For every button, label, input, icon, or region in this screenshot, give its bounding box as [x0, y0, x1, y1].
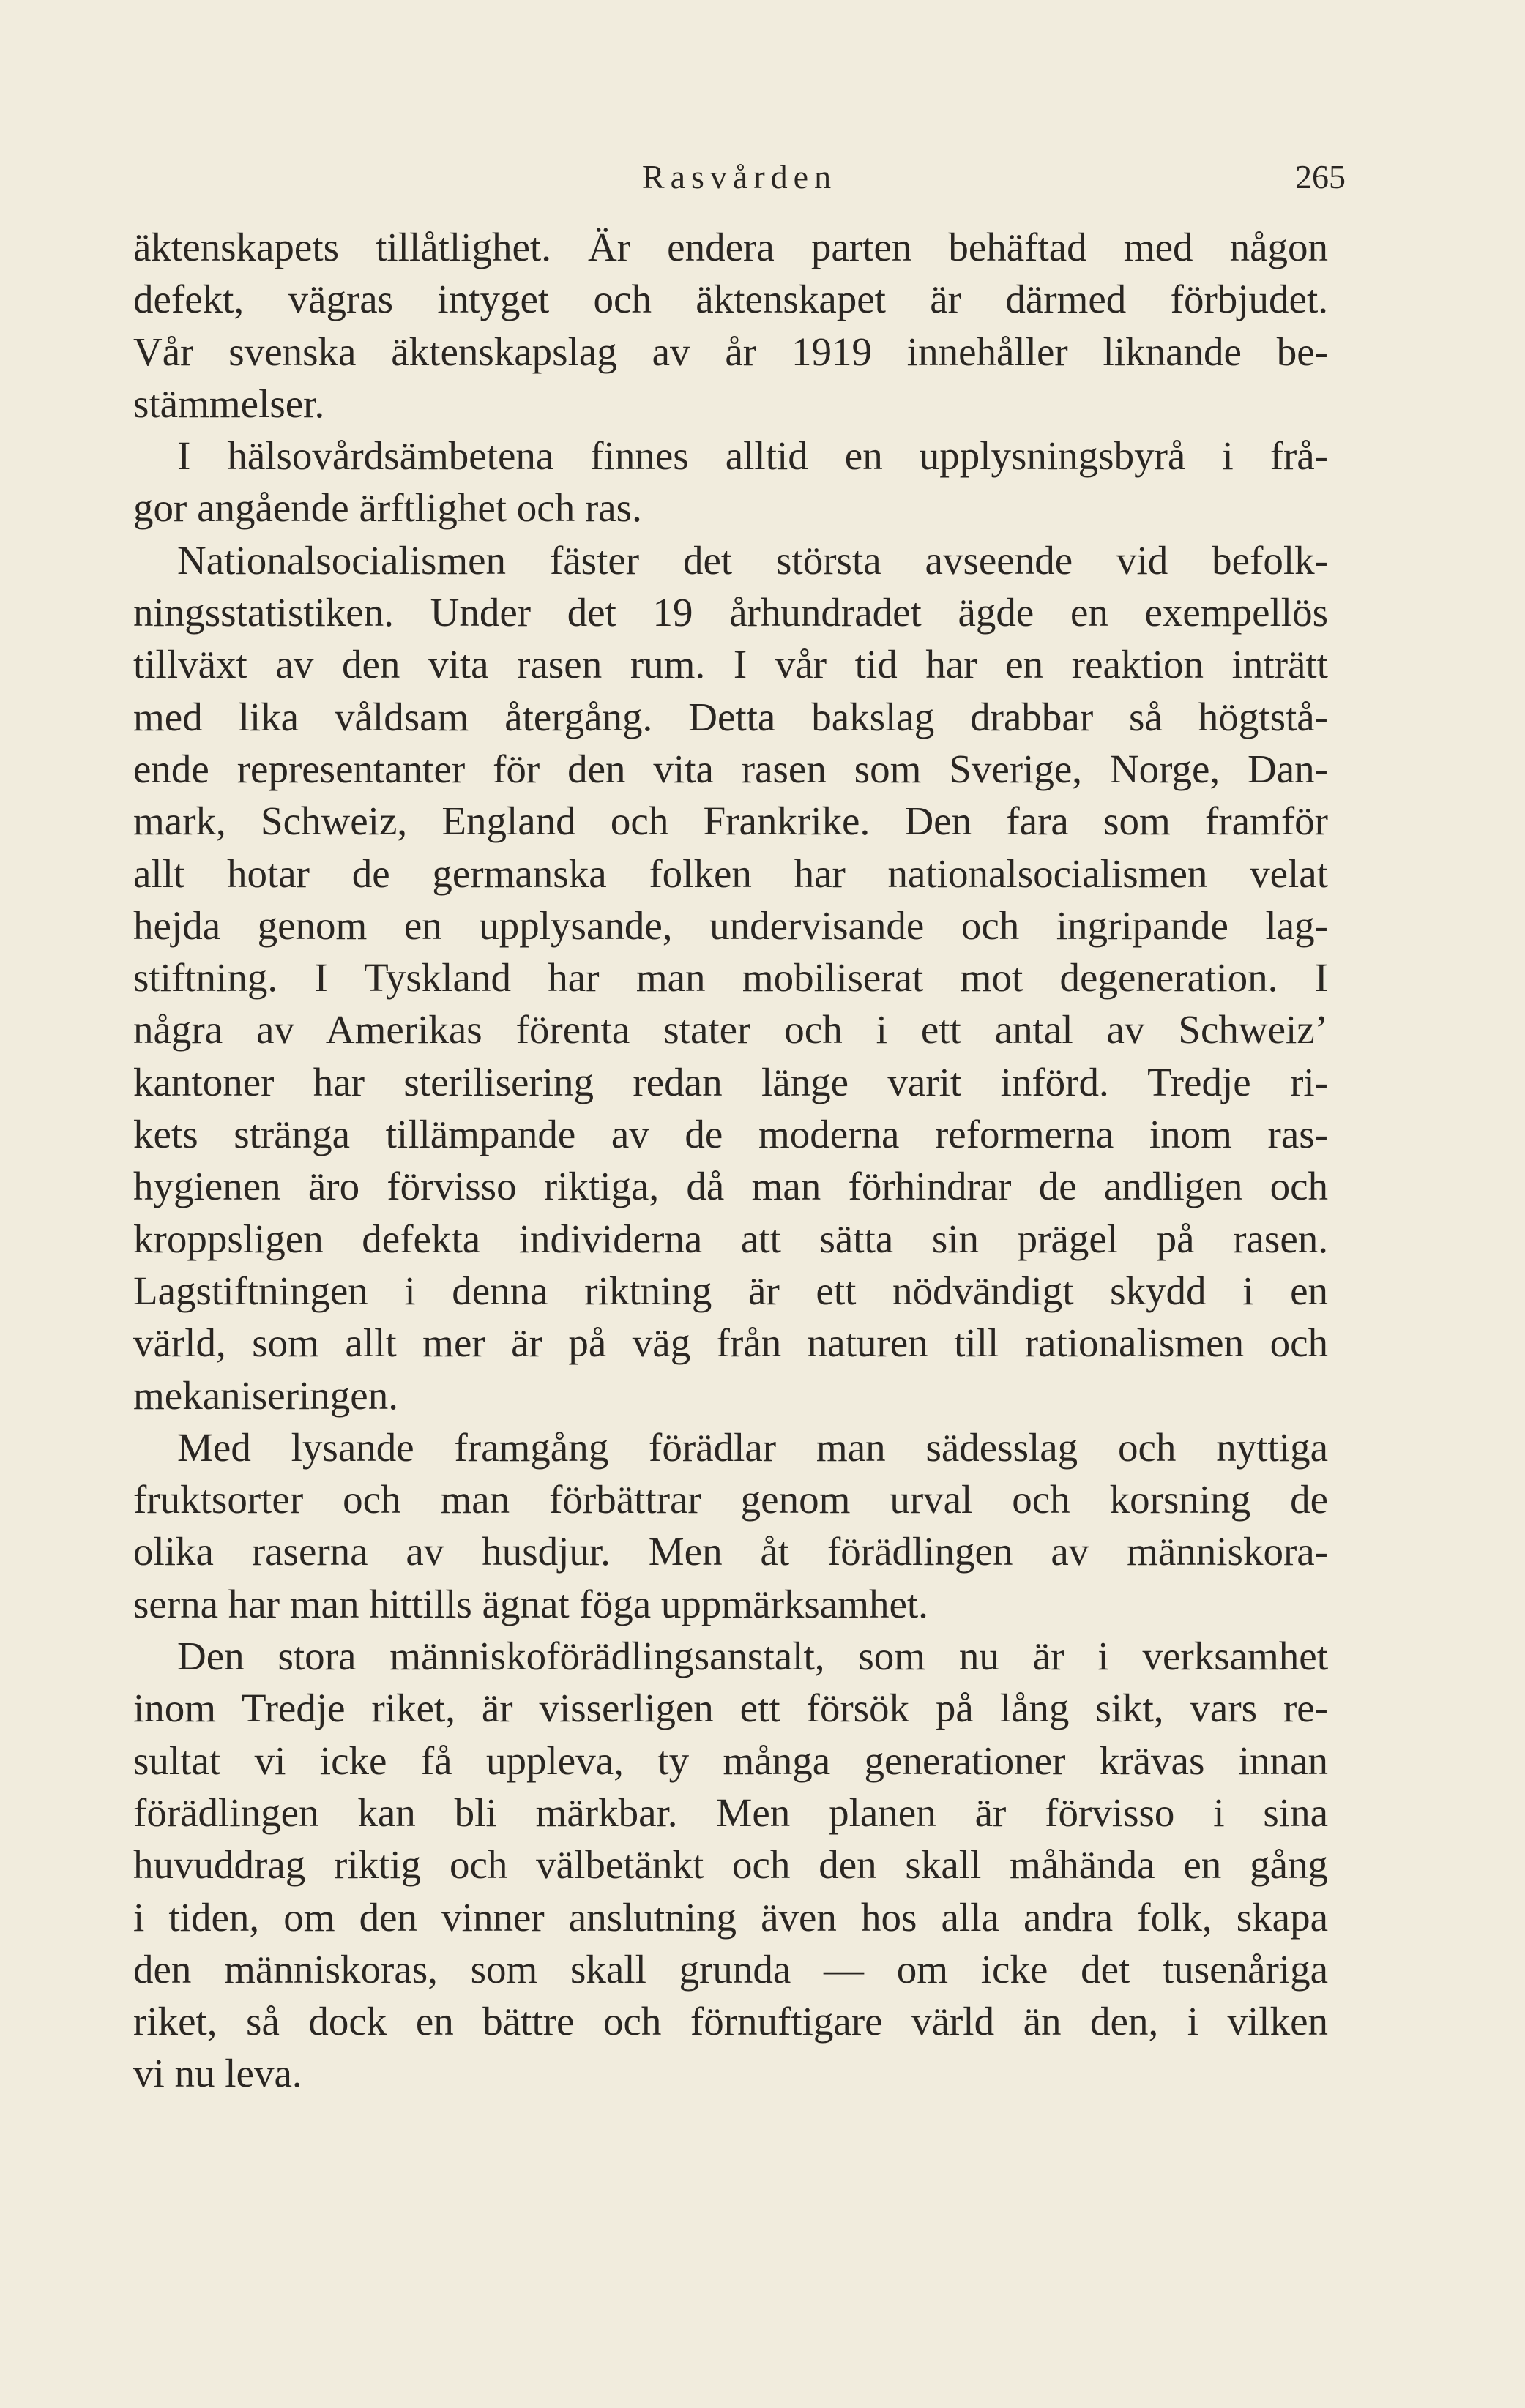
text-line: förädlingen kan bli märkbar. Men planen är förvisso i sina: [133, 1790, 1328, 1835]
text-line: hygienen äro förvisso riktiga, då man förhindrar de andligen och: [133, 1164, 1328, 1209]
text-line: defekt, vägras intyget och äktenskapet är därmed förbjudet.: [133, 277, 1328, 322]
text-line: olika raserna av husdjur. Men åt förädlingen av människora-: [133, 1529, 1328, 1574]
text-line: några av Amerikas förenta stater och i ett antal av Schweiz’: [133, 1007, 1328, 1052]
text-line: stiftning. I Tyskland har man mobiliserat mot degeneration. I: [133, 955, 1328, 1001]
text-line: riket, så dock en bättre och förnuftigare värld än den, i vilken: [133, 1999, 1328, 2044]
text-line: kroppsligen defekta individerna att sätta sin prägel på rasen.: [133, 1216, 1328, 1261]
page-number: 265: [1295, 158, 1346, 195]
text-line: Lagstiftningen i denna riktning är ett nödvändigt skydd i en: [133, 1268, 1328, 1313]
running-title: Rasvården: [641, 158, 838, 195]
text-line: Den stora människoförädlingsanstalt, som nu är i verksamhet: [177, 1634, 1328, 1679]
text-line: fruktsorter och man förbättrar genom urval och korsning de: [133, 1477, 1328, 1522]
text-line: värld, som allt mer är på väg från naturen till rationalismen och: [133, 1320, 1328, 1366]
text-line: kets stränga tillämpande av de moderna reformerna inom ras-: [133, 1112, 1328, 1157]
text-line: tillväxt av den vita rasen rum. I vår tid har en reaktion inträtt: [133, 642, 1328, 687]
text-line: serna har man hittills ägnat föga uppmärksamhet.: [133, 1581, 928, 1626]
text-line: äktenskapets tillåtlighet. Är endera parten behäftad med någon: [133, 225, 1328, 269]
body-text: [133, 221, 1328, 2100]
text-line: ende representanter för den vita rasen som Sverige, Norge, Dan-: [133, 746, 1328, 791]
text-line: stämmelser.: [133, 381, 325, 426]
text-line: inom Tredje riket, är visserligen ett försök på lång sikt, vars re-: [133, 1686, 1328, 1731]
text-line: I hälsovårdsämbetena finnes alltid en upplysningsbyrå i frå-: [177, 433, 1328, 479]
text-line: Med lysande framgång förädlar man sädesslag och nyttiga: [177, 1424, 1328, 1470]
text-line: mekaniseringen.: [133, 1372, 398, 1418]
text-line: med lika våldsam återgång. Detta bakslag drabbar så högtstå-: [133, 694, 1328, 739]
text-line: Vår svenska äktenskapslag av år 1919 innehåller liknande be-: [133, 329, 1328, 374]
text-line: Nationalsocialismen fäster det största avseende vid befolk-: [177, 537, 1328, 583]
text-line: allt hotar de germanska folken har nationalsocialismen velat: [133, 850, 1328, 896]
text-line: den människoras, som skall grunda — om icke det tusenåriga: [133, 1946, 1328, 1992]
text-line: ningsstatistiken. Under det 19 århundradet ägde en exempellös: [133, 590, 1328, 635]
text-line: hejda genom en upplysande, undervisande och ingripande lag-: [133, 902, 1328, 948]
text-line: huvuddrag riktig och välbetänkt och den skall måhända en gång: [133, 1842, 1328, 1888]
text-line: i tiden, om den vinner anslutning även hos alla andra folk, skapa: [133, 1894, 1328, 1940]
text-line: sultat vi icke få uppleva, ty många generationer krävas innan: [133, 1738, 1328, 1783]
text-line: mark, Schweiz, England och Frankrike. Den fara som framför: [133, 799, 1328, 844]
text-line: gor angående ärftlighet och ras.: [133, 485, 642, 531]
running-head: [133, 155, 1346, 199]
text-line: kantoner har sterilisering redan länge varit införd. Tredje ri-: [133, 1059, 1328, 1104]
text-line: vi nu leva.: [133, 2051, 302, 2096]
